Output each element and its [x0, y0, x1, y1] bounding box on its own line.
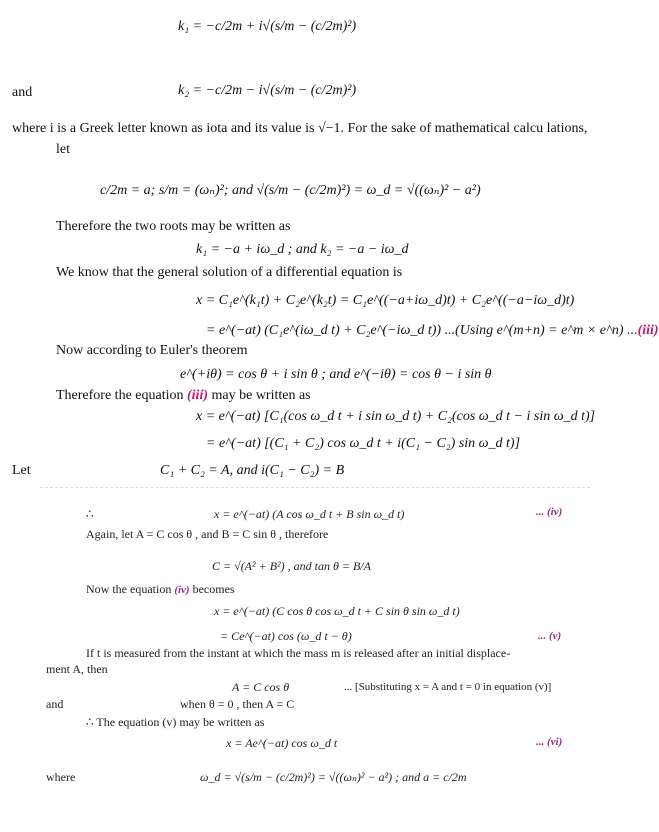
equation-v-2: = Ce^(−at) cos (ω_d t − θ) — [220, 629, 352, 643]
text-equation-v: ∴ The equation (v) may be written as — [86, 715, 265, 729]
label-let-1: let — [56, 142, 70, 157]
tag-v: ... (v) — [538, 630, 562, 642]
text-therefore-iii-a: Therefore the equation — [56, 388, 184, 403]
tag-iii: (iii) — [637, 323, 659, 338]
text-ment: ment A, then — [46, 662, 108, 676]
tag-iv-ref: (iv) — [174, 584, 190, 596]
equation-c: C = √(A² + B²) , and tan θ = B/A — [212, 559, 371, 573]
text-therefore-iii-b: may be written as — [211, 388, 311, 403]
label-where: where — [46, 770, 76, 784]
text-now-iv — [86, 580, 235, 599]
section-divider — [40, 487, 590, 488]
tag-iv: ... (iv) — [536, 506, 563, 518]
text-if-t: If t is measured from the instant at which the mass m is released after an initial displace- — [86, 646, 511, 660]
equation-general-1: x = C₁e^(k₁t) + C₂e^(k₂t) = C₁e^((−a+iω_d)t) + C₂e^((−a−iω_d)t) — [196, 293, 575, 308]
equation-x-1: x = e^(−at) [C₁(cos ω_d t + i sin ω_d t) + C₂(cos ω_d t − i sin ω_d t)] — [196, 409, 596, 424]
note-substituting: ... [Substituting x = A and t = 0 in equation (v)] — [344, 681, 552, 693]
equation-v-1: x = e^(−at) (C cos θ cos ω_d t + C sin θ sin ω_d t) — [214, 604, 460, 618]
equation-general-2-body: = e^(−at) (C₁e^(iω_d t) + C₂e^(−iω_d t)) ...(Using e^(m+n) = e^m × e^n) ... — [206, 323, 638, 338]
equation-k2: k₂ = −c/2m − i√(s/m − (c/2m)²) — [178, 83, 357, 98]
equation-a: A = C cos θ — [232, 680, 290, 694]
equation-vi: x = Ae^(−at) cos ω_d t — [226, 736, 338, 750]
text-now-iv-a: Now the equation — [86, 582, 172, 596]
equation-final: ω_d = √(s/m − (c/2m)²) = √((ωₙ)² − a²) ; and a = c/2m — [200, 770, 467, 784]
tag-iii-ref: (iii) — [187, 388, 208, 403]
tag-vi: ... (vi) — [536, 736, 563, 748]
text-now-iv-b: becomes — [192, 582, 235, 596]
equation-euler: e^(+iθ) = cos θ + i sin θ ; and e^(−iθ) = cos θ − i sin θ — [180, 367, 492, 382]
label-and-2: and — [46, 697, 64, 711]
text-two-roots: Therefore the two roots may be written as — [56, 219, 291, 234]
equation-x-2: = e^(−at) [(C₁ + C₂) cos ω_d t + i(C₁ − C₂) sin ω_d t)] — [206, 436, 521, 451]
text-general-solution: We know that the general solution of a differential equation is — [56, 265, 403, 280]
equation-general-2 — [206, 322, 659, 340]
equation-iv: x = e^(−at) (A cos ω_d t + B sin ω_d t) — [214, 507, 405, 521]
paragraph-iota: where i is a Greek letter known as iota and its value is √−1. For the sake of mathematical calcu lations, — [12, 121, 588, 136]
label-and-1: and — [12, 85, 33, 100]
equation-let: C₁ + C₂ = A, and i(C₁ − C₂) = B — [160, 463, 345, 478]
text-euler: Now according to Euler's theorem — [56, 343, 248, 358]
equation-substitution: c/2m = a; s/m = (ωₙ)²; and √(s/m − (c/2m)²) = ω_d = √((ωₙ)² − a²) — [100, 183, 481, 198]
text-therefore-iii — [56, 387, 311, 405]
equation-roots: k₁ = −a + iω_d ; and k₂ = −a − iω_d — [196, 242, 409, 257]
label-let-2: Let — [12, 463, 31, 478]
text-again: Again, let A = C cos θ , and B = C sin θ , therefore — [86, 527, 329, 541]
text-when: when θ = 0 , then A = C — [180, 697, 295, 711]
equation-k1: k₁ = −c/2m + i√(s/m − (c/2m)²) — [178, 19, 357, 34]
therefore-symbol: ∴ — [86, 507, 94, 521]
